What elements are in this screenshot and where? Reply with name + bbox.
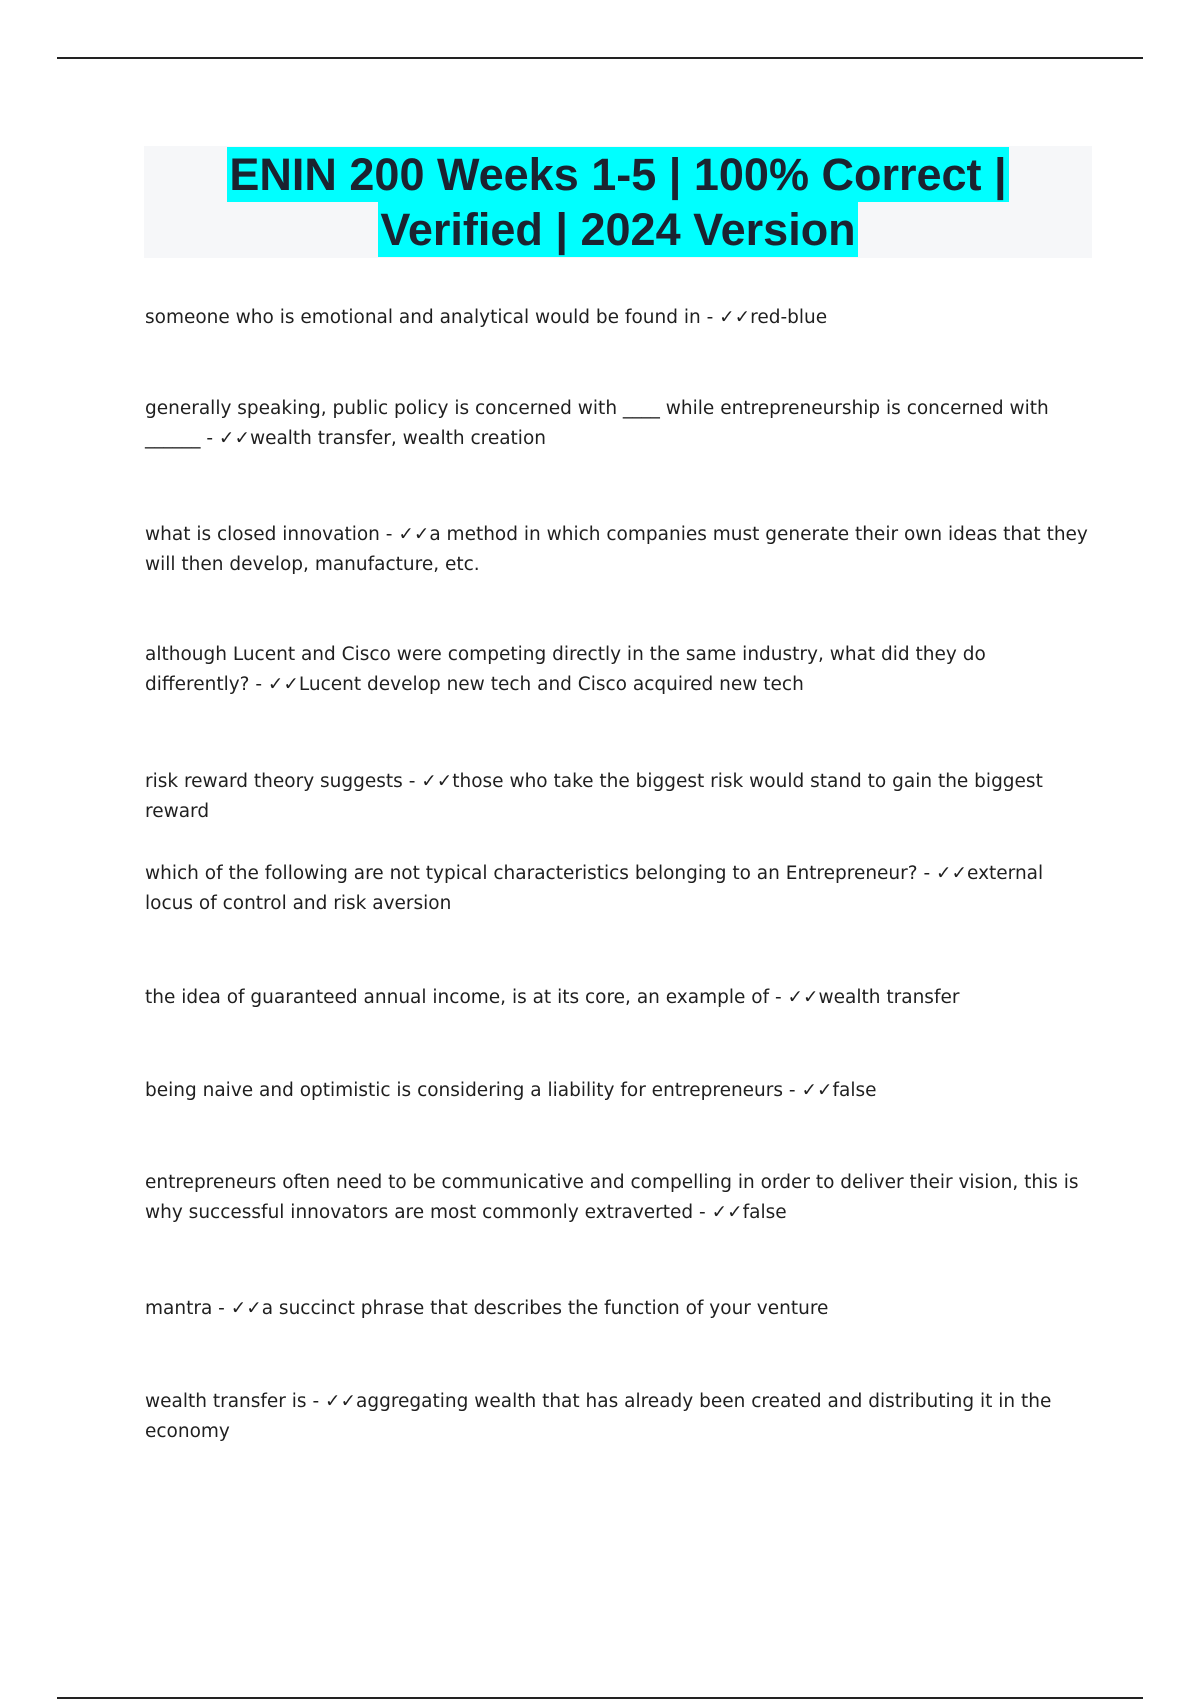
- title-line-2: Verified | 2024 Version: [380, 204, 856, 255]
- document-title: [144, 146, 1092, 258]
- top-rule: [57, 57, 1143, 59]
- qa-item-1: someone who is emotional and analytical would be found in - ✓✓red-blue: [145, 307, 828, 328]
- qa-item-11: wealth transfer is - ✓✓aggregating wealth that has already been created and distributing it in the economy: [145, 1391, 1052, 1442]
- qa-item-3: what is closed innovation - ✓✓a method in which companies must generate their own ideas that they will then develop, manufacture, etc.: [145, 524, 1088, 575]
- qa-item-8: being naive and optimistic is considering a liability for entrepreneurs - ✓✓false: [145, 1080, 877, 1101]
- qa-item-9: entrepreneurs often need to be communicative and compelling in order to deliver their vision, this is why successful innovators are most commonly extraverted - ✓✓false: [145, 1172, 1079, 1223]
- qa-item-2: generally speaking, public policy is concerned with ____ while entrepreneurship is concerned with ______ - ✓✓wealth transfer, wealth creation: [145, 398, 1049, 449]
- qa-item-5: risk reward theory suggests - ✓✓those who take the biggest risk would stand to gain the biggest reward: [145, 771, 1043, 822]
- bottom-rule: [57, 1697, 1143, 1699]
- qa-item-10: mantra - ✓✓a succinct phrase that describes the function of your venture: [145, 1298, 829, 1319]
- qa-item-6: which of the following are not typical characteristics belonging to an Entrepreneur? - ✓✓external locus of control and risk aversion: [145, 863, 1044, 914]
- title-line-1: ENIN 200 Weeks 1-5 | 100% Correct |: [229, 149, 1007, 200]
- qa-item-7: the idea of guaranteed annual income, is at its core, an example of - ✓✓wealth transfer: [145, 987, 960, 1008]
- qa-item-4: although Lucent and Cisco were competing directly in the same industry, what did they do differently? - ✓✓Lucent develop new tech and Cisco acquired new tech: [145, 644, 986, 695]
